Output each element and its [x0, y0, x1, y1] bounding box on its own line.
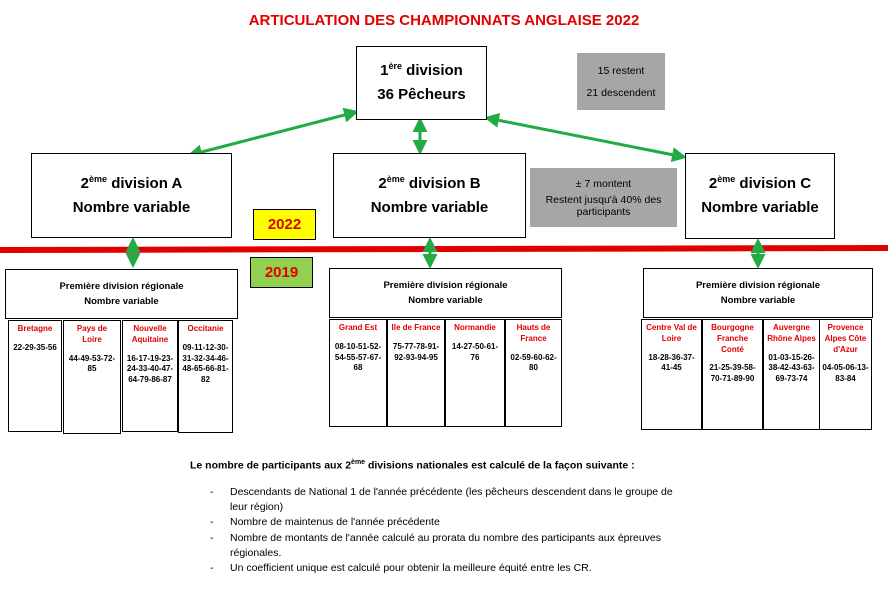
note-staying: 15 restent [597, 64, 645, 77]
region-name: Bretagne [17, 324, 53, 333]
region-codes: 21-25-39-58-70-71-89-90 [709, 363, 756, 384]
division-2c-sub: Nombre variable [701, 199, 819, 216]
page-title: ARTICULATION DES CHAMPIONNATS ANGLAISE 2022 [248, 12, 640, 29]
division-1-count: 36 Pêcheurs [377, 86, 466, 103]
division-1-box [356, 46, 487, 120]
division-2a-sub: Nombre variable [72, 198, 191, 216]
regional-b-title: Première division régionale [383, 279, 508, 291]
region-name: Pays de Loire [76, 324, 108, 344]
year-2019-badge: 2019 [250, 257, 313, 288]
footer-intro-b: divisions nationales est calculé de la façon suivante : [365, 459, 635, 472]
note-descending: 21 descendent [586, 86, 656, 99]
division-2c-label: 2ème division C [708, 174, 812, 192]
footer-bullet: - Nombre de maintenus de l'année précédente [210, 515, 690, 530]
region-grand-est [329, 319, 387, 427]
footer-bullet: - Un coefficient unique est calculé pour obtenir la meilleure équité entre les CR. [210, 561, 690, 576]
footer-bullet: - Descendants de National 1 de l'année précédente (les pêcheurs descendent dans le groupe de leur région) [210, 485, 690, 515]
region-hauts-de-france [505, 319, 562, 427]
region-bourgogne-franche-comte [702, 319, 763, 430]
footer-bullet: - Nombre de montants de l'année calculé au prorata du nombre des participants aux épreuves régionales. [210, 531, 690, 561]
division-1-label: 1ère division [380, 61, 463, 79]
region-codes: 14-27-50-61-76 [451, 341, 499, 362]
region-name: Nouvelle Aquitaine [131, 324, 169, 344]
region-codes: 01-03-15-26-38-42-43-63-69-73-74 [768, 352, 815, 384]
division-2c-box [685, 153, 835, 239]
year-2022-badge: 2022 [253, 209, 316, 240]
region-name: Grand Est [338, 323, 378, 332]
regional-a-title: Première division régionale [59, 280, 184, 292]
region-codes: 18-28-36-37-41-45 [648, 352, 695, 373]
region-pays-de-loire [63, 320, 121, 434]
regional-a-sub: Nombre variable [84, 296, 159, 307]
footer-intro-sup: ème [351, 459, 366, 466]
region-codes: 22-29-35-56 [13, 342, 57, 352]
grey-note-mid [530, 168, 677, 227]
region-auvergne-rhone-alpes [763, 319, 820, 430]
regional-box-b [329, 268, 562, 318]
regional-b-sub: Nombre variable [408, 295, 483, 306]
region-name: Bourgogne Franche Conté [711, 323, 754, 354]
division-2a-label: 2ème division A [80, 173, 183, 192]
region-name: Normandie [454, 323, 496, 332]
region-name: Hauts de France [516, 323, 551, 343]
regional-box-a [5, 269, 238, 319]
regional-c-sub: Nombre variable [720, 295, 796, 306]
arrow-div1-divC [487, 118, 684, 157]
note-remaining: Restent jusqu'à 40% des participants [545, 193, 662, 218]
regional-c-title: Première division régionale [695, 279, 821, 291]
region-name: Provence Alpes Côte d'Azur [824, 323, 867, 354]
footer-intro-a: Le nombre de participants aux 2 [190, 459, 352, 472]
region-occitanie [178, 320, 233, 433]
footer-intro [190, 459, 635, 472]
regional-box-c [643, 268, 873, 318]
region-codes: 44-49-53-72-85 [68, 353, 116, 374]
region-name: Occitanie [187, 324, 224, 333]
region-name: Centre Val de Loire [646, 323, 697, 343]
region-normandie [445, 319, 505, 427]
region-name: Ile de France [391, 323, 441, 332]
region-ile-de-france [387, 319, 445, 427]
region-nouvelle-aquitaine [122, 320, 178, 432]
footer-bullet-list [210, 485, 690, 576]
region-bretagne [8, 320, 62, 432]
arrow-div1-divA [190, 112, 356, 155]
grey-note-top [577, 53, 665, 110]
region-centre-val-de-loire [641, 319, 702, 430]
division-2b-box [333, 153, 526, 238]
division-2b-sub: Nombre variable [370, 198, 489, 216]
region-codes: 16-17-19-23-24-33-40-47-64-79-86-87 [126, 353, 174, 385]
region-codes: 04-05-06-13-83-84 [822, 363, 869, 384]
region-codes: 02-59-60-62-80 [510, 352, 557, 373]
region-codes: 75-77-78-91-92-93-94-95 [392, 341, 440, 362]
division-2a-box [31, 153, 232, 238]
division-2b-label: 2ème division B [378, 173, 481, 192]
region-codes: 09-11-12-30-31-32-34-46-48-65-66-81-82 [182, 342, 229, 385]
region-codes: 08-10-51-52-54-55-57-67-68 [334, 341, 382, 373]
region-provence-alpes-cote-azur [819, 319, 872, 430]
region-name: Auvergne Rhône Alpes [767, 323, 816, 343]
note-promoted: ± 7 montent [575, 177, 632, 190]
